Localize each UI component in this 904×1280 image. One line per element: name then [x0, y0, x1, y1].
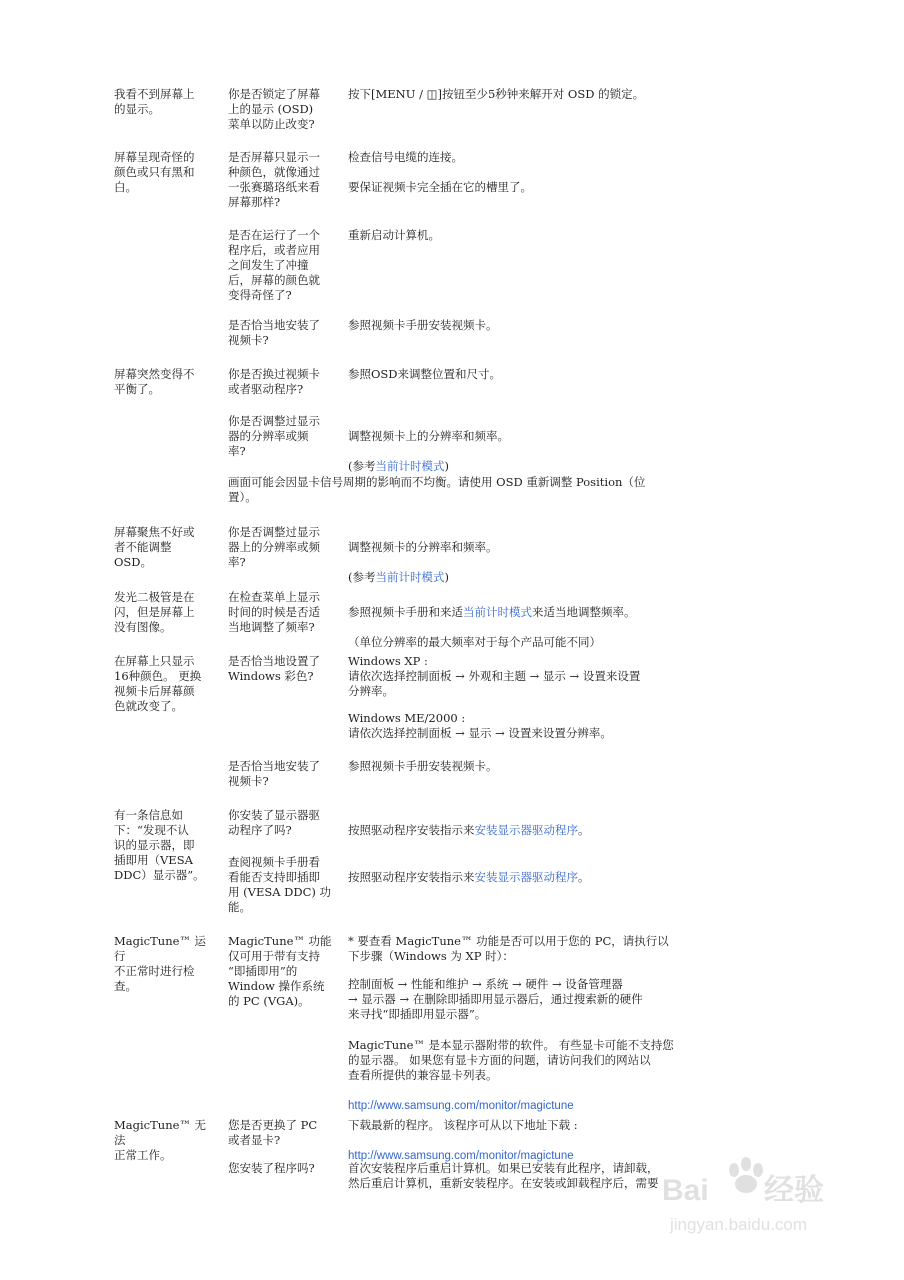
solution: 参照视频卡手册安装视频卡。: [348, 318, 498, 332]
solution-note: （单位分辨率的最大频率对于每个产品可能不同）: [348, 635, 601, 649]
solution: [348, 590, 688, 650]
magictune-url-link[interactable]: http://www.samsung.com/monitor/magictune: [348, 1150, 574, 1162]
timing-mode-link[interactable]: 当前计时模式: [463, 605, 532, 619]
solution: [348, 525, 688, 585]
solution: 控制面板 → 性能和维护 → 系统 → 硬件 → 设备管理器 → 显示器 → 在删除即插即用显示器后，通过搜索新的硬件 来寻找“即插即用显示器”。: [348, 977, 643, 1021]
note: 画面可能会因显卡信号周期的影响而不均衡。请使用 OSD 重新调整 Position（位 置）。: [228, 475, 646, 504]
paw-icon: [729, 1157, 763, 1193]
check-question: 查阅视频卡手册看 看能否支持即插即 用 (VESA DDC) 功 能。: [228, 855, 332, 914]
reference-suffix: ): [444, 459, 449, 473]
solution: [348, 414, 688, 474]
solution-url: [348, 1133, 688, 1164]
symptom: 有一条信息如 下：“发现不认 识的显示器，即 插即用（VESA DDC）显示器”。: [114, 808, 205, 882]
reference-prefix: (参考: [348, 459, 376, 473]
solution: 重新启动计算机。: [348, 228, 440, 242]
check-question: 你是否调整过显示 器上的分辨率或频 率?: [228, 525, 320, 569]
check-question: 在检查菜单上显示 时间的时候是否适 当地调整了频率?: [228, 590, 320, 634]
svg-text:jingyan.baidu.com: jingyan.baidu.com: [670, 1215, 808, 1234]
solution-text: 参照视频卡手册和来适: [348, 605, 463, 619]
symptom: 发光二极管是在 闪，但是屏幕上 没有图像。: [114, 590, 195, 634]
solution: [348, 808, 688, 838]
baidu-watermark-logo: [648, 1150, 868, 1240]
solution: 下载最新的程序。 该程序可从以下地址下载 :: [348, 1118, 578, 1132]
symptom: MagicTune™ 无法 正常工作。: [114, 1118, 207, 1162]
solution: Windows ME/2000 : 请依次选择控制面板 → 显示 → 设置来设置分辨率。: [348, 711, 612, 740]
symptom: 我看不到屏幕上 的显示。: [114, 87, 195, 116]
solution: MagicTune™ 是本显示器附带的软件。 有些显卡可能不支持您 的显示器。 如果您有显卡方面的问题，请访问我们的网站以 查看所提供的兼容显卡列表。: [348, 1038, 674, 1082]
check-question: MagicTune™ 功能 仅可用于带有支持 “即插即用”的 Window 操作系统 的 PC (VGA)。: [228, 934, 332, 1008]
driver-install-link[interactable]: 安装显示器驱动程序: [474, 823, 578, 837]
solution-url: [348, 1083, 688, 1114]
solution: Windows XP : 请依次选择控制面板 → 外观和主题 → 显示 → 设置来设置 分辨率。: [348, 654, 641, 698]
check-question: 是否恰当地安装了 视频卡?: [228, 318, 320, 347]
solution-text: 调整视频卡的分辨率和频率。: [348, 540, 498, 554]
check-question: 是否屏幕只显示一 种颜色，就像通过 一张赛璐珞纸来看 屏幕那样?: [228, 150, 320, 209]
solution: 参照OSD来调整位置和尺寸。: [348, 367, 502, 381]
solution-text: 按照驱动程序安装指示来: [348, 870, 475, 884]
check-question: 你是否锁定了屏幕 上的显示 (OSD) 菜单以防止改变?: [228, 87, 320, 131]
check-question: 您是否更换了 PC 或者显卡?: [228, 1118, 318, 1147]
check-question: 你是否调整过显示 器的分辨率或频 率?: [228, 414, 320, 458]
solution: 参照视频卡手册安装视频卡。: [348, 759, 498, 773]
symptom: 屏幕突然变得不 平衡了。: [114, 367, 195, 396]
reference-prefix: (参考: [348, 570, 376, 584]
check-question: 是否恰当地设置了 Windows 彩色?: [228, 654, 320, 683]
solution: 要保证视频卡完全插在它的槽里了。: [348, 180, 532, 194]
symptom: 屏幕呈现奇怪的 颜色或只有黑和 白。: [114, 150, 195, 194]
timing-mode-link[interactable]: 当前计时模式: [375, 570, 445, 584]
solution: [348, 855, 688, 885]
svg-text:Bai: Bai: [662, 1174, 709, 1207]
solution: 按下[MENU / ◫]按钮至少5秒钟来解开对 OSD 的锁定。: [348, 87, 645, 101]
solution-text: 。: [578, 870, 590, 884]
symptom: MagicTune™ 运行 不正常时进行检 查。: [114, 934, 207, 993]
symptom: 屏幕聚焦不好或 者不能调整 OSD。: [114, 525, 195, 569]
solution-text: 调整视频卡上的分辨率和频率。: [348, 429, 509, 443]
magictune-url-link[interactable]: http://www.samsung.com/monitor/magictune: [348, 1100, 574, 1112]
driver-install-link[interactable]: 安装显示器驱动程序: [474, 870, 578, 884]
reference-suffix: ): [444, 570, 449, 584]
solution-text: 按照驱动程序安装指示来: [348, 823, 475, 837]
check-question: 你安装了显示器驱 动程序了吗?: [228, 808, 320, 837]
check-question: 您安装了程序吗?: [228, 1161, 315, 1175]
solution-text: 。: [578, 823, 590, 837]
solution-text: 来适当地调整频率。: [532, 605, 636, 619]
symptom: 在屏幕上只显示 16种颜色。 更换 视频卡后屏幕颜 色就改变了。: [114, 654, 202, 713]
solution: 首次安装程序后重启计算机。如果已安装有此程序，请卸载， 然后重启计算机，重新安装程序。在安装或卸载程序后，需要: [348, 1161, 659, 1190]
solution: 检查信号电缆的连接。: [348, 150, 463, 164]
timing-mode-link[interactable]: 当前计时模式: [375, 459, 445, 473]
check-question: 你是否换过视频卡 或者驱动程序?: [228, 367, 320, 396]
svg-text:经验: 经验: [764, 1174, 824, 1207]
solution: * 要查看 MagicTune™ 功能是否可以用于您的 PC，请执行以 下步骤（Windows 为 XP 时）：: [348, 934, 669, 963]
check-question: 是否恰当地安装了 视频卡?: [228, 759, 320, 788]
check-question: 是否在运行了一个 程序后，或者应用 之间发生了冲撞 后，屏幕的颜色就 变得奇怪了?: [228, 228, 320, 302]
